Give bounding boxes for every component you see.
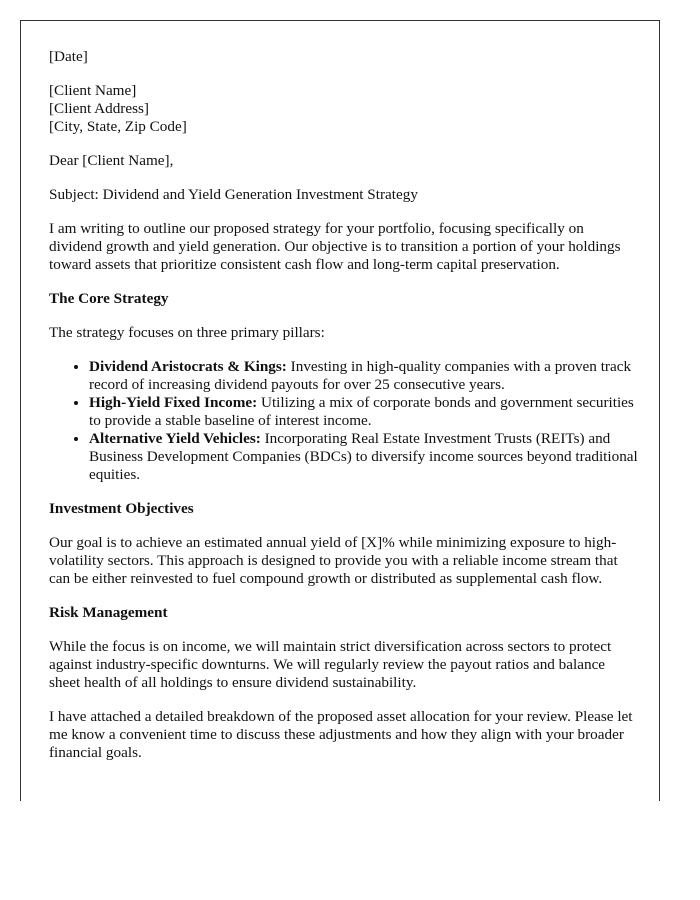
recipient-street: [Client Address] [49,100,149,117]
pillar-text: Incorporating Real Estate Investment Trusts (REITs) and Business Development Companies (BDCs) to diversify income sources beyond traditional equities. [89,430,638,483]
pillar-item [89,430,639,484]
core-strategy-heading: The Core Strategy [49,290,169,307]
objectives-heading: Investment Objectives [49,500,194,517]
recipient-address [49,82,639,136]
letter-date: [Date] [49,48,88,65]
pillar-text: Investing in high-quality companies with a proven track record of increasing dividend payouts for over 25 consecutive years. [89,358,632,393]
pillars-list [49,358,639,484]
pillar-title: High-Yield Fixed Income: [89,394,258,411]
subject-line: Subject: Dividend and Yield Generation Investment Strategy [49,186,418,203]
letter-page [20,20,660,801]
pillar-item [89,358,639,394]
pillar-item [89,394,639,430]
core-strategy-lead: The strategy focuses on three primary pillars: [49,324,325,341]
pillar-title: Dividend Aristocrats & Kings: [89,358,287,375]
pillar-text: Utilizing a mix of corporate bonds and government securities to provide a stable baseline of interest income. [89,394,634,429]
letter-body [49,48,639,778]
closing-paragraph: I have attached a detailed breakdown of the proposed asset allocation for your review. Please let me know a convenient time to discuss these adjustments and how they align with your broader financial goals. [49,708,633,761]
objectives-paragraph: Our goal is to achieve an estimated annual yield of [X]% while minimizing exposure to high-volatility sectors. This approach is designed to provide you with a reliable income stream that can be either reinvested to fuel compound growth or distributed as supplemental cash flow. [49,534,618,587]
risk-heading: Risk Management [49,604,168,621]
recipient-city-state-zip: [City, State, Zip Code] [49,118,187,135]
risk-paragraph: While the focus is on income, we will maintain strict diversification across sectors to protect against industry-specific downturns. We will regularly review the payout ratios and balance sheet health of all holdings to ensure dividend sustainability. [49,638,612,691]
pillar-title: Alternative Yield Vehicles: [89,430,261,447]
salutation: Dear [Client Name], [49,152,174,169]
recipient-name: [Client Name] [49,82,137,99]
intro-paragraph: I am writing to outline our proposed strategy for your portfolio, focusing specifically on dividend growth and yield generation. Our objective is to transition a portion of your holdings toward assets that prioritize consistent cash flow and long-term capital preservation. [49,220,621,273]
